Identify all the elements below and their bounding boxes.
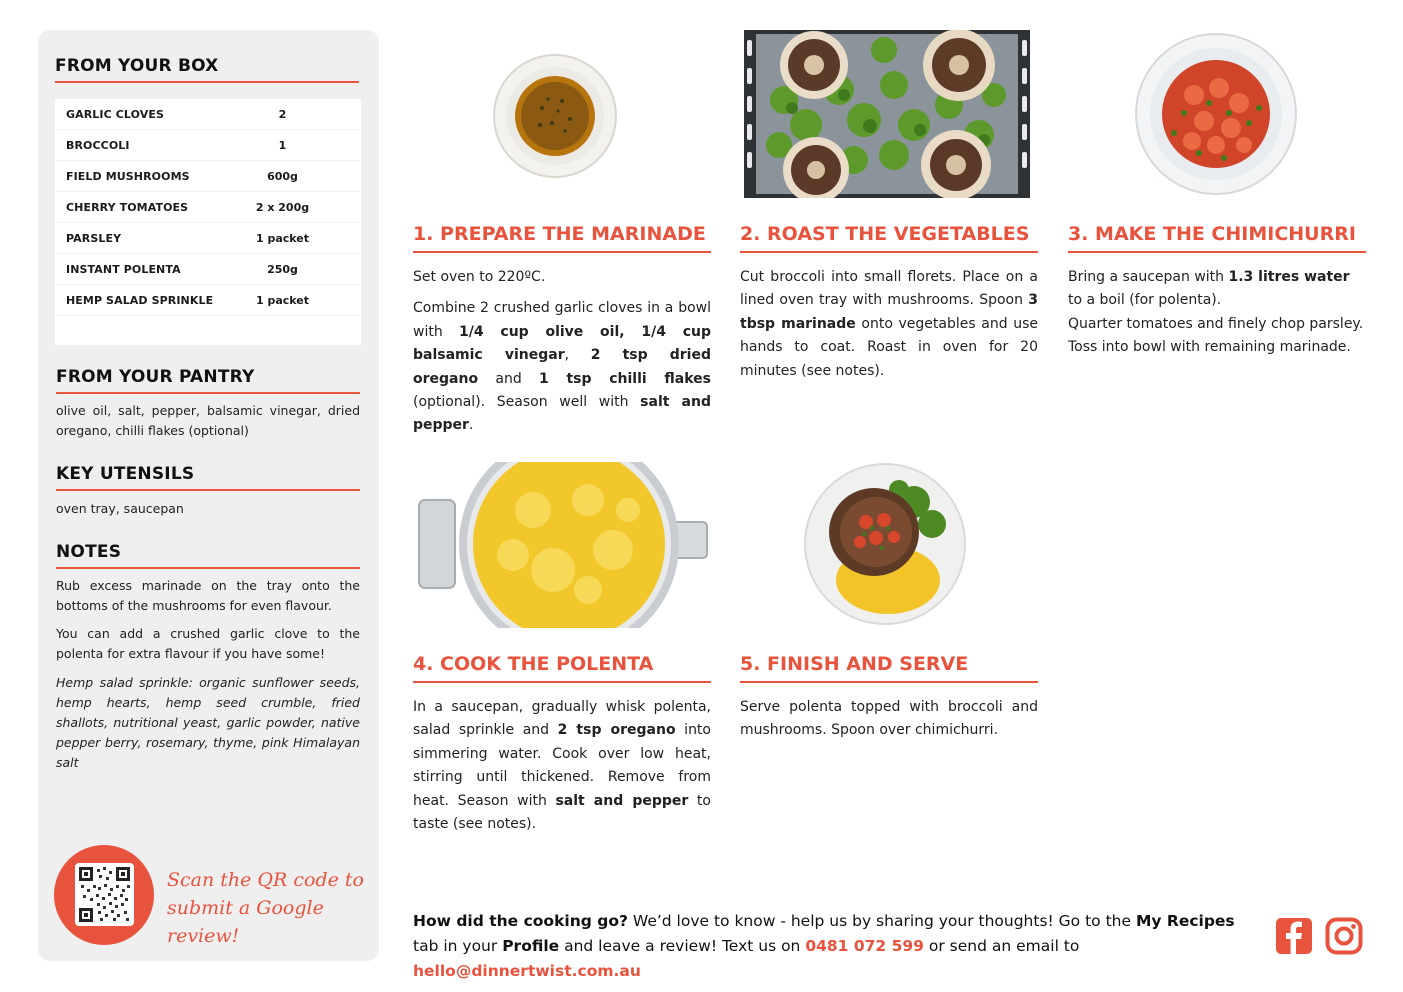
- tomato-bowl-photo: [1134, 33, 1298, 199]
- ingredient-qty: 1 packet: [255, 293, 310, 307]
- step-5-title: 5. FINISH AND SERVE: [740, 653, 1038, 683]
- step-highlight: 2 tsp dried oregano: [413, 347, 711, 387]
- step-highlight: 1.3 litres water: [1228, 269, 1350, 285]
- step-4-body: [413, 696, 711, 844]
- footer-text: or send an email to: [923, 937, 1080, 955]
- step-text: Combine 2 crushed garlic cloves in a bowl with: [413, 300, 711, 340]
- step-highlight: 3 tbsp marinade: [740, 292, 1038, 332]
- step-1-title: 1. PREPARE THE MARINADE: [413, 223, 711, 253]
- step-3-title: 3. MAKE THE CHIMICHURRI: [1068, 223, 1366, 253]
- step-text: In a saucepan, gradually whisk polenta, salad sprinkle and: [413, 699, 711, 739]
- step-text: and: [478, 370, 539, 387]
- step-1-para-1: Set oven to 220ºC.: [413, 269, 546, 285]
- step-text: onto vegetables and use hands to coat. Roast in oven for 20 minutes (see notes).: [740, 315, 1038, 379]
- box-ingredients-table: [55, 99, 361, 345]
- roasting-tray-photo: [744, 30, 1030, 202]
- step-highlight: salt and pepper: [555, 792, 689, 809]
- ingredient-name: BROCCOLI: [66, 138, 130, 152]
- step-1-body: [413, 266, 711, 446]
- step-text: to a boil (for polenta).: [1068, 292, 1222, 309]
- from-your-box-heading: FROM YOUR BOX: [55, 56, 359, 83]
- from-your-pantry-heading: FROM YOUR PANTRY: [56, 367, 360, 394]
- ingredient-qty: 2: [278, 107, 287, 121]
- qr-code-icon[interactable]: [75, 863, 134, 926]
- note-3: Hemp salad sprinkle: organic sunflower seeds, hemp hearts, hemp seed crumble, fried shallots, nutritional yeast, garlic powder, native pepper berry, rosemary, thyme, pink Himalayan salt: [56, 675, 360, 770]
- step-1-para-2: [413, 297, 711, 437]
- step-4-title: 4. COOK THE POLENTA: [413, 653, 711, 683]
- table-row: [55, 254, 361, 285]
- notes-heading: NOTES: [56, 542, 360, 569]
- my-recipes-label: My Recipes: [1135, 912, 1235, 930]
- table-row: [55, 285, 361, 316]
- step-2-para-1: [740, 266, 1038, 383]
- step-text: Cut broccoli into small florets. Place on a lined oven tray with mushrooms. Spoon: [740, 269, 1038, 309]
- footer-text: tab in your: [413, 937, 503, 955]
- ingredient-qty: 2 x 200g: [255, 200, 310, 214]
- profile-label: Profile: [502, 937, 560, 955]
- facebook-icon[interactable]: [1275, 917, 1313, 955]
- ingredient-name: PARSLEY: [66, 231, 122, 245]
- table-row: [55, 130, 361, 161]
- footer-question: How did the cooking go?: [413, 912, 628, 930]
- qr-cta-line-2: submit a Google review!: [167, 897, 324, 947]
- ingredient-qty: 250g: [267, 262, 298, 276]
- ingredient-name: HEMP SALAD SPRINKLE: [66, 293, 214, 307]
- footer-text: We’d love to know - help us by sharing your thoughts! Go to the: [627, 912, 1136, 930]
- step-2-title: 2. ROAST THE VEGETABLES: [740, 223, 1038, 253]
- qr-cta-line-1: Scan the QR code to: [167, 869, 364, 891]
- table-row: [55, 223, 361, 254]
- table-row: [55, 161, 361, 192]
- ingredient-qty: 1: [278, 138, 287, 152]
- step-4-para-1: [413, 696, 711, 836]
- step-text: into simmering water. Cook over low heat, stirring until thickened. Remove from heat. Season with: [413, 722, 711, 809]
- step-highlight: 2 tsp oregano: [557, 722, 676, 739]
- ingredient-qty: 600g: [267, 169, 298, 183]
- step-5-para-1: Serve polenta topped with broccoli and mushrooms. Spoon over chimichurri.: [740, 699, 1038, 739]
- table-row: [55, 99, 361, 130]
- polenta-pot-photo: [413, 460, 711, 632]
- pantry-text: olive oil, salt, pepper, balsamic vinegar, dried oregano, chilli flakes (optional): [56, 403, 360, 438]
- ingredient-name: INSTANT POLENTA: [66, 262, 181, 276]
- step-highlight: salt and pepper: [413, 394, 711, 434]
- review-footer: [413, 909, 1263, 984]
- qr-call-to-action: [167, 866, 367, 950]
- ingredient-qty: 1 packet: [255, 231, 310, 245]
- instagram-icon[interactable]: [1325, 917, 1363, 955]
- step-5-body: [740, 696, 1038, 751]
- plated-dish-photo: [804, 462, 966, 630]
- step-text: ,: [564, 347, 591, 364]
- step-highlight: 1/4 cup olive oil, 1/4 cup balsamic vinegar: [413, 323, 711, 364]
- step-highlight: 1 tsp chilli flakes: [539, 370, 711, 387]
- step-3-para-2: Quarter tomatoes and finely chop parsley. Toss into bowl with remaining marinade.: [1068, 315, 1364, 356]
- table-row: [55, 192, 361, 223]
- ingredient-name: CHERRY TOMATOES: [66, 200, 189, 214]
- phone-link[interactable]: 0481 072 599: [805, 937, 924, 955]
- note-1: Rub excess marinade on the tray onto the bottoms of the mushrooms for even flavour.: [56, 578, 360, 613]
- step-text: .: [468, 417, 474, 434]
- ingredient-name: GARLIC CLOVES: [66, 107, 165, 121]
- key-utensils-heading: KEY UTENSILS: [56, 464, 360, 491]
- step-2-body: [740, 266, 1038, 391]
- step-text: to taste (see notes).: [413, 792, 711, 833]
- ingredient-name: FIELD MUSHROOMS: [66, 169, 190, 183]
- email-link[interactable]: hello@dinnertwist.com.au: [413, 962, 641, 980]
- ingredients-sidebar: [38, 30, 379, 961]
- qr-badge: [54, 845, 154, 945]
- step-3-body: [1068, 266, 1366, 368]
- footer-text: and leave a review! Text us on: [559, 937, 806, 955]
- step-3-para-1: [1068, 266, 1366, 313]
- marinade-bowl-photo: [492, 53, 618, 183]
- utensils-text: oven tray, saucepan: [56, 501, 184, 516]
- note-2: You can add a crushed garlic clove to the polenta for extra flavour if you have some!: [56, 626, 360, 661]
- step-text: (optional). Season well with: [413, 394, 641, 411]
- step-text: Bring a saucepan with: [1068, 269, 1229, 285]
